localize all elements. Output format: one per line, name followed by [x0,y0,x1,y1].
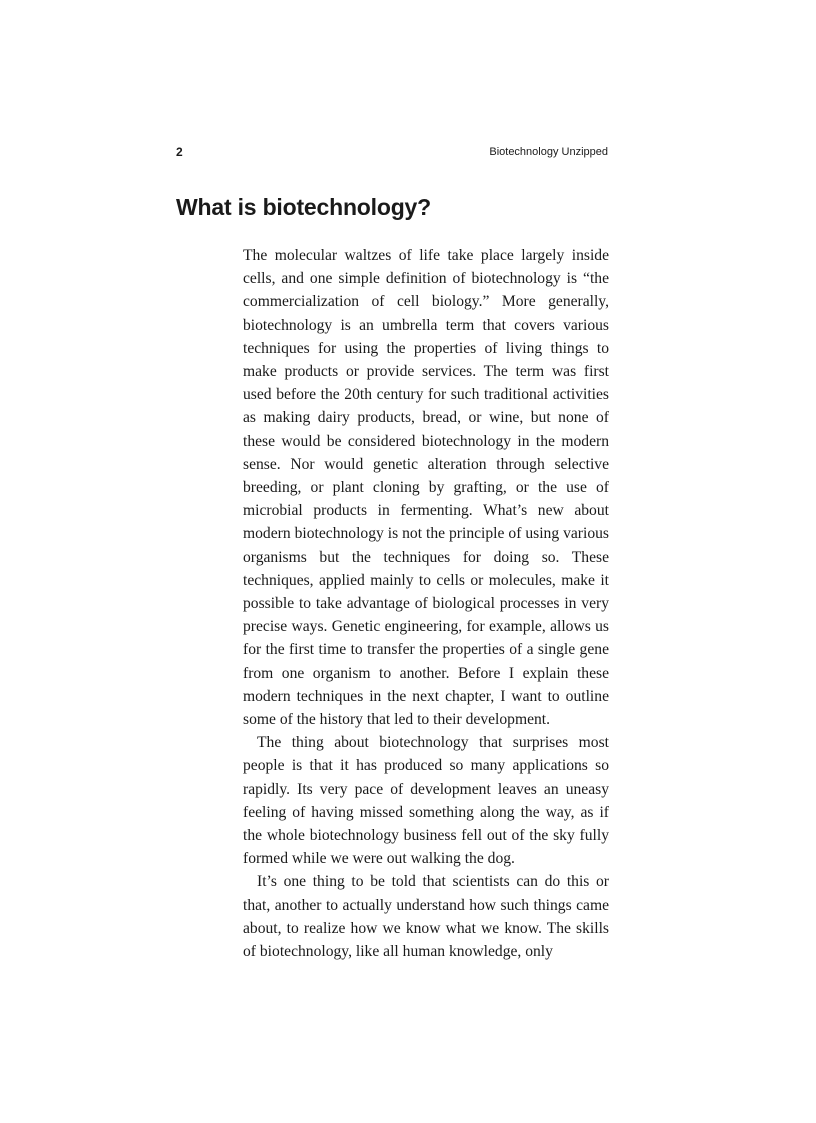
paragraph: The molecular waltzes of life take place largely inside cells, and one simple definition of biotechnology is “the commercialization of cell biology.” More generally, biotechnology is an umbrella term that covers various techniques for using the properties of living things to make products or provide services. The term was first used before the 20th century for such traditional activities as making dairy products, bread, or wine, but none of these would be considered biotechnology in the modern sense. Nor would genetic alteration through selective breeding, or plant cloning by grafting, or the use of microbial products in fermenting. What’s new about modern biotechnology is not the principle of using various organisms but the techniques for doing so. These techniques, applied mainly to cells or molecules, make it possible to take advantage of biological processes in very precise ways. Genetic engineering, for example, allows us for the first time to transfer the properties of a single gene from one organism to another. Before I explain these modern techniques in the next chapter, I want to outline some of the history that led to their development. [243,247,609,729]
paragraph: It’s one thing to be told that scientists can do this or that, another to actually understand how such things came about, to realize how we know what we know. The skills of biotechnology, like all human knowledge, only [243,873,609,961]
body-text [243,244,609,963]
running-head: Biotechnology Unzipped [489,146,608,158]
section-heading: What is biotechnology? [176,194,431,220]
page-number: 2 [176,145,183,159]
paragraph: The thing about biotechnology that surprises most people is that it has produced so many applications so rapidly. Its very pace of development leaves an uneasy feeling of having missed something along the way, as if the whole biotechnology business fell out of the sky fully formed while we were out walking the dog. [243,734,609,868]
